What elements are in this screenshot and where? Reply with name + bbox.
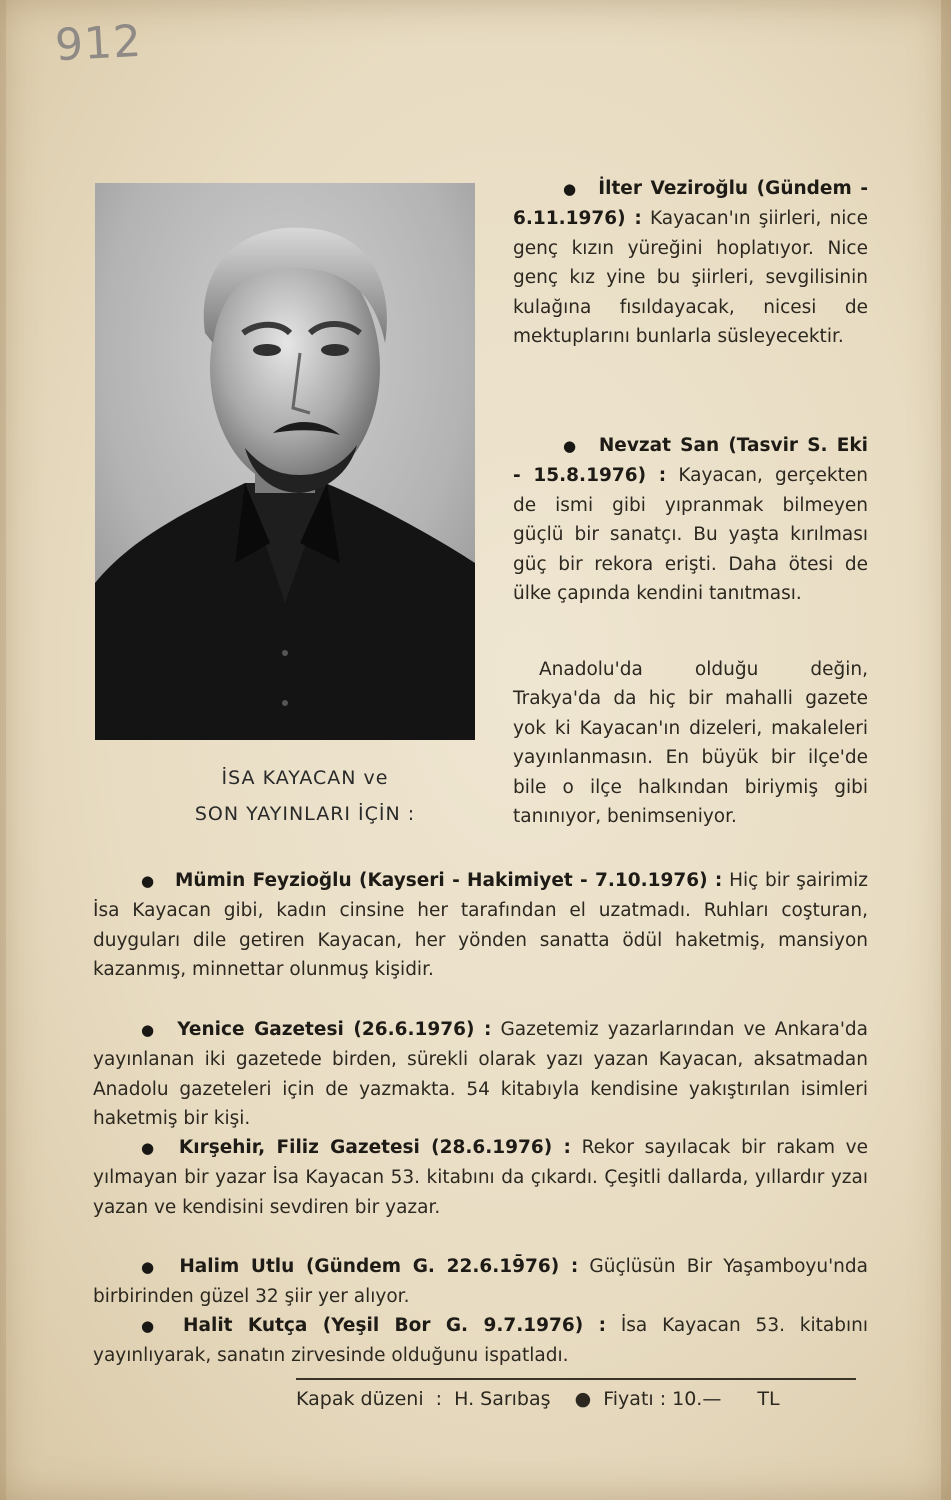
review-text: İsa Kayacan 53. kitabını yayınlıyarak, sanatın zirvesinde olduğunu ispatladı. (93, 1315, 868, 1367)
footer-divider (296, 1378, 856, 1380)
price-label: Fiyatı : (603, 1388, 667, 1410)
review-source: Halim Utlu (Gündem G. 22.6.19̄76) : (179, 1256, 579, 1277)
bullet-icon: ● (141, 1021, 158, 1039)
review-feyzioglu (93, 866, 868, 985)
cover-separator: : (435, 1388, 443, 1410)
review-text: Hiç bir şairimiz İsa Kayacan gibi, kadın cinsine her tarafından el uzatmadı. Ruhları coşturan, duyguları dile getiren Kayacan, her yönden sanatta ödül haketmiş, mansiyon kazanmış, minnettar olunmuş kişidir. (93, 870, 868, 981)
review-yenice (93, 1015, 868, 1134)
author-photo (95, 183, 475, 740)
bullet-icon: ● (574, 1388, 592, 1410)
caption-line-1: İSA KAYACAN ve (221, 767, 389, 789)
review-source: Kırşehir, Filiz Gazetesi (28.6.1976) : (178, 1137, 571, 1158)
review-text: Kayacan, gerçekten de ismi gibi yıpranmak bilmeyen güçlü bir sanatçı. Bu yaşta kırılması güç bir rekora erişti. Daha ötesi de ülke çapında kendini tanıtması. (513, 465, 868, 605)
review-text: Güçlüsün Bir Yaşamboyu'nda birbirinden güzel 32 şiir yer alıyor. (93, 1256, 868, 1308)
bullet-icon: ● (563, 437, 579, 455)
bullet-icon: ● (141, 1258, 160, 1276)
bullet-icon: ● (141, 1317, 164, 1335)
review-filiz (93, 1133, 868, 1222)
review-source: Yenice Gazetesi (26.6.1976) : (177, 1019, 492, 1040)
review-source: Nevzat San (Tasvir S. Eki - 15.8.1976) : (513, 435, 868, 487)
photo-caption (140, 760, 470, 832)
review-text: Rekor sayılacak bir rakam ve yılmayan bir yazar İsa Kayacan 53. kitabını da çıkardı. Çeşitli dallarda, yıllardır yzaı yazan ve kendisini sevdiren bir yazar. (93, 1137, 868, 1218)
anadolu-paragraph: Anadolu'da olduğu değin, Trakya'da da hiç bir mahalli gazete yok ki Kayacan'ın dizeleri, makaleleri yayınlanmasın. En büyük bir ilçe'de bile o ilçe halkından biriymiş gibi tanınıyor, benimseniyor. (513, 659, 868, 828)
bullet-icon: ● (563, 180, 579, 198)
handwritten-number: 912 (53, 15, 144, 72)
review-source: Halit Kutça (Yeşil Bor G. 9.7.1976) : (183, 1315, 606, 1336)
currency: TL (757, 1388, 780, 1410)
review-kutca (93, 1311, 868, 1371)
review-san (513, 431, 868, 608)
bullet-icon: ● (141, 872, 155, 890)
price-value: 10.— (672, 1388, 722, 1410)
review-utlu (93, 1252, 868, 1312)
review-source: Mümin Feyzioğlu (Kayseri - Hakimiyet - 7.10.1976) : (174, 870, 723, 891)
review-text: Gazetemiz yazarlarından ve Ankara'da yayınlanan iki gazetede birden, sürekli olarak yazı yazan Kayacan, aksatmadan Anadolu gazeteleri için de yazmakta. 54 kitabıyla kendisine yakıştırılan isimleri haketmiş bir kişi. (93, 1019, 868, 1130)
review-source: İlter Veziroğlu (Gündem - 6.11.1976) : (513, 178, 868, 230)
review-text: Kayacan'ın şiirleri, nice genç kızın yüreğini hoplatıyor. Nice genç kız yine bu şiirleri, sevgilisinin kulağına fısıldayacak, nicesi de mektuplarını bunlarla süsleyecektir. (513, 208, 868, 348)
designer-name: H. Sarıbaş (454, 1388, 551, 1410)
review-veziroglu (513, 174, 868, 351)
bullet-icon: ● (141, 1139, 159, 1157)
caption-line-2: SON YAYINLARI İÇİN : (194, 803, 416, 825)
footer (296, 1388, 871, 1410)
cover-label: Kapak düzeni (296, 1388, 424, 1410)
